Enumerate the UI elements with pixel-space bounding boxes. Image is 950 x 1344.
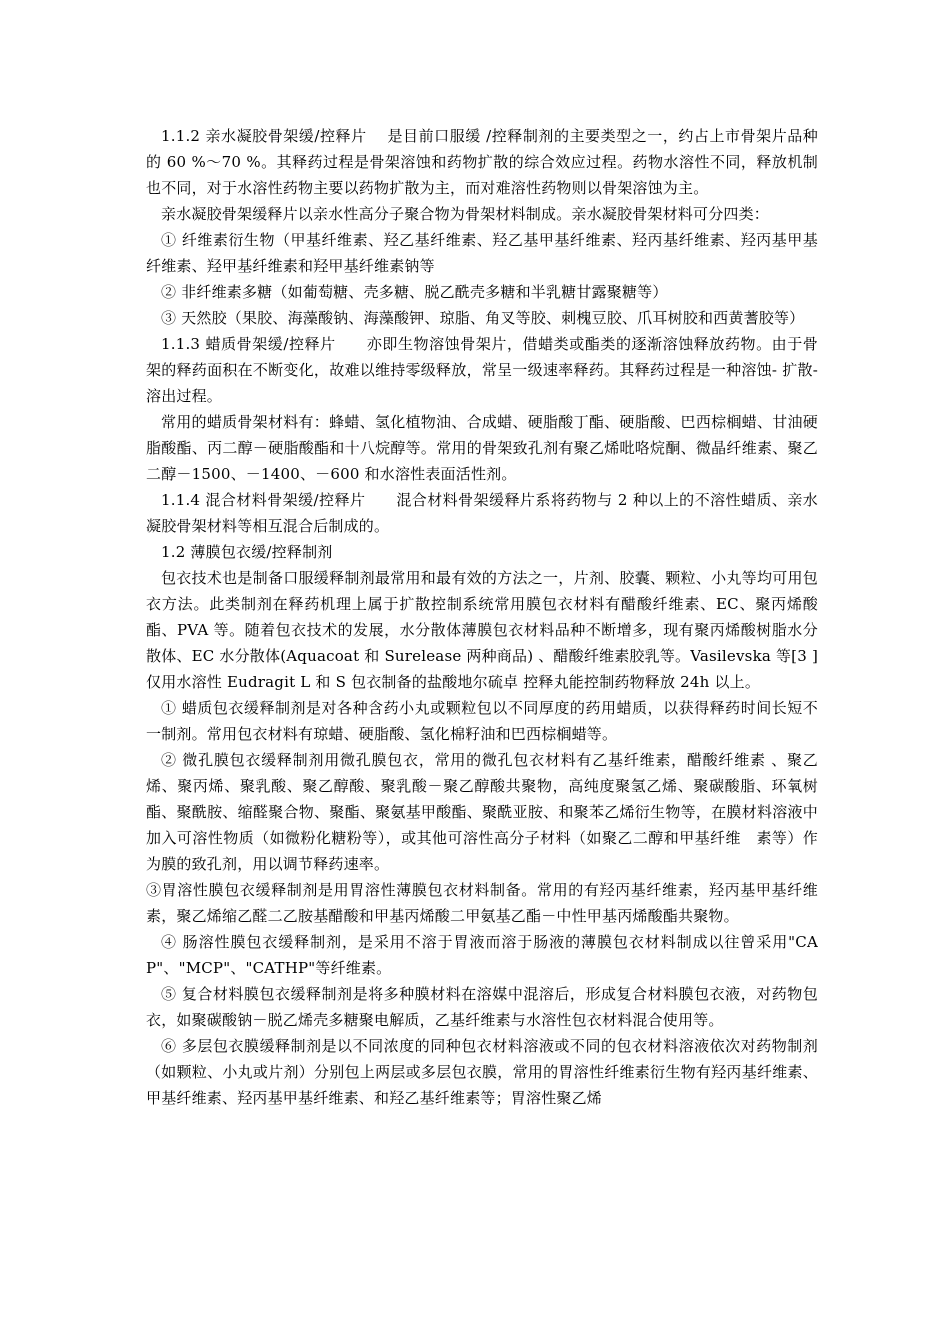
paragraph-wax-materials: 常用的蜡质骨架材料有：蜂蜡、氢化植物油、合成蜡、硬脂酸丁酯、硬脂酸、巴西棕榈蜡、甘油硬脂酸酯、丙二醇－硬脂酸酯和十八烷醇等。常用的骨架致孔剂有聚乙烯吡咯烷酮、微晶纤维素、聚乙二醇－1500、－1400、－600 和水溶性表面活性剂。 <box>146 413 818 483</box>
section-heading-film-coating: 1.2 薄膜包衣缓/控释制剂 <box>161 543 333 561</box>
document-page <box>146 123 818 1111</box>
list-item-wax-coating: ① 蜡质包衣缓释制剂是对各种含药小丸或颗粒包以不同厚度的药用蜡质，以获得释药时间长短不一制剂。常用包衣材料有琼蜡、硬脂酸、氢化棉籽油和巴西棕榈蜡等。 <box>146 699 818 743</box>
list-item-natural-gums: ③ 天然胶（果胶、海藻酸钠、海藻酸钾、琼脂、角叉等胶、刺槐豆胶、爪耳树胶和西黄蓍胶等） <box>161 309 805 327</box>
list-item-gastric-soluble-coating: ③胃溶性膜包衣缓释制剂是用胃溶性薄膜包衣材料制备。常用的有羟丙基纤维素，羟丙基甲基纤维素，聚乙烯缩乙醛二乙胺基醋酸和甲基丙烯酸二甲氨基乙酯－中性甲基丙烯酸酯共聚物。 <box>146 881 818 925</box>
paragraph-wax-matrix: 1.1.3 蜡质骨架缓/控释片 亦即生物溶蚀骨架片，借蜡类或酯类的逐渐溶蚀释放药物。由于骨架的释药面积在不断变化，故难以维持零级释放，常呈一级速率释药。其释药过程是一种溶蚀- 扩散-溶出过程。 <box>146 335 818 405</box>
paragraph-hydrogel-matrix: 1.1.2 亲水凝胶骨架缓/控释片 是目前口服缓 /控释制剂的主要类型之一，约占上市骨架片品种的 60 %～70 %。其释药过程是骨架溶蚀和药物扩散的综合效应过程。药物水溶性不同，释放机制也不同，对于水溶性药物主要以药物扩散为主，而对难溶性药物则以骨架溶蚀为主。 <box>146 127 818 197</box>
list-item-cellulose-derivatives: ① 纤维素衍生物（甲基纤维素、羟乙基纤维素、羟乙基甲基纤维素、羟丙基纤维素、羟丙基甲基纤维素、羟甲基纤维素和羟甲基纤维素钠等 <box>146 231 818 275</box>
paragraph-mixed-matrix: 1.1.4 混合材料骨架缓/控释片 混合材料骨架缓释片系将药物与 2 种以上的不溶性蜡质、亲水凝胶骨架材料等相互混合后制成的。 <box>146 491 818 535</box>
list-item-composite-coating: ⑤ 复合材料膜包衣缓释制剂是将多种膜材料在溶媒中混溶后，形成复合材料膜包衣液，对药物包衣，如聚碳酸钠－脱乙烯壳多糖聚电解质，乙基纤维素与水溶性包衣材料混合使用等。 <box>146 985 818 1029</box>
list-item-non-cellulose-polysaccharides: ② 非纤维素多糖（如葡萄糖、壳多糖、脱乙酰壳多糖和半乳糖甘露聚糖等） <box>161 283 668 301</box>
list-item-enteric-coating: ④ 肠溶性膜包衣缓释制剂，是采用不溶于胃液而溶于肠液的薄膜包衣材料制成以往曾采用"CAP"、"MCP"、"CATHP"等纤维素。 <box>146 933 818 977</box>
paragraph-hydrogel-materials: 亲水凝胶骨架缓释片以亲水性高分子聚合物为骨架材料制成。亲水凝胶骨架材料可分四类： <box>161 205 770 223</box>
list-item-microporous-coating: ② 微孔膜包衣缓释制剂用微孔膜包衣，常用的微孔包衣材料有乙基纤维素，醋酸纤维素 、聚乙烯、聚丙烯、聚乳酸、聚乙醇酸、聚乳酸－聚乙醇酸共聚物，高纯度聚氢乙烯、聚碳酸脂、环氧树酯、聚酰胺、缩醛聚合物、聚酯、聚氨基甲酸酯、聚酰亚胺、和聚苯乙烯衍生物等，在膜材料溶液中加入可溶性物质（如微粉化糖粉等），或其他可溶性高分子材料（如聚乙二醇和甲基纤维 素等）作为膜的致孔剂，用以调节释药速率。 <box>146 751 818 873</box>
list-item-multilayer-coating: ⑥ 多层包衣膜缓释制剂是以不同浓度的同种包衣材料溶液或不同的包衣材料溶液依次对药物制剂（如颗粒、小丸或片剂）分别包上两层或多层包衣膜，常用的胃溶性纤维素衍生物有羟丙基纤维素、甲基纤维素、羟丙基甲基纤维素、和羟乙基纤维素等；胃溶性聚乙烯 <box>146 1037 818 1107</box>
paragraph-coating-technology: 包衣技术也是制备口服缓释制剂最常用和最有效的方法之一，片剂、胶囊、颗粒、小丸等均可用包衣方法。此类制剂在释药机理上属于扩散控制系统常用膜包衣材料有醋酸纤维素、EC、聚丙烯酸酯、PVA 等。随着包衣技术的发展，水分散体薄膜包衣材料品种不断增多，现有聚丙烯酸树脂水分散体、EC 水分散体(Aquacoat 和 Surelease 两种商品) 、醋酸纤维素胶乳等。Vasilevska 等[3 ] 仅用水溶性 Eudragit L 和 S 包衣制备的盐酸地尔硫卓 控释丸能控制药物释放 24h 以上。 <box>146 569 818 691</box>
